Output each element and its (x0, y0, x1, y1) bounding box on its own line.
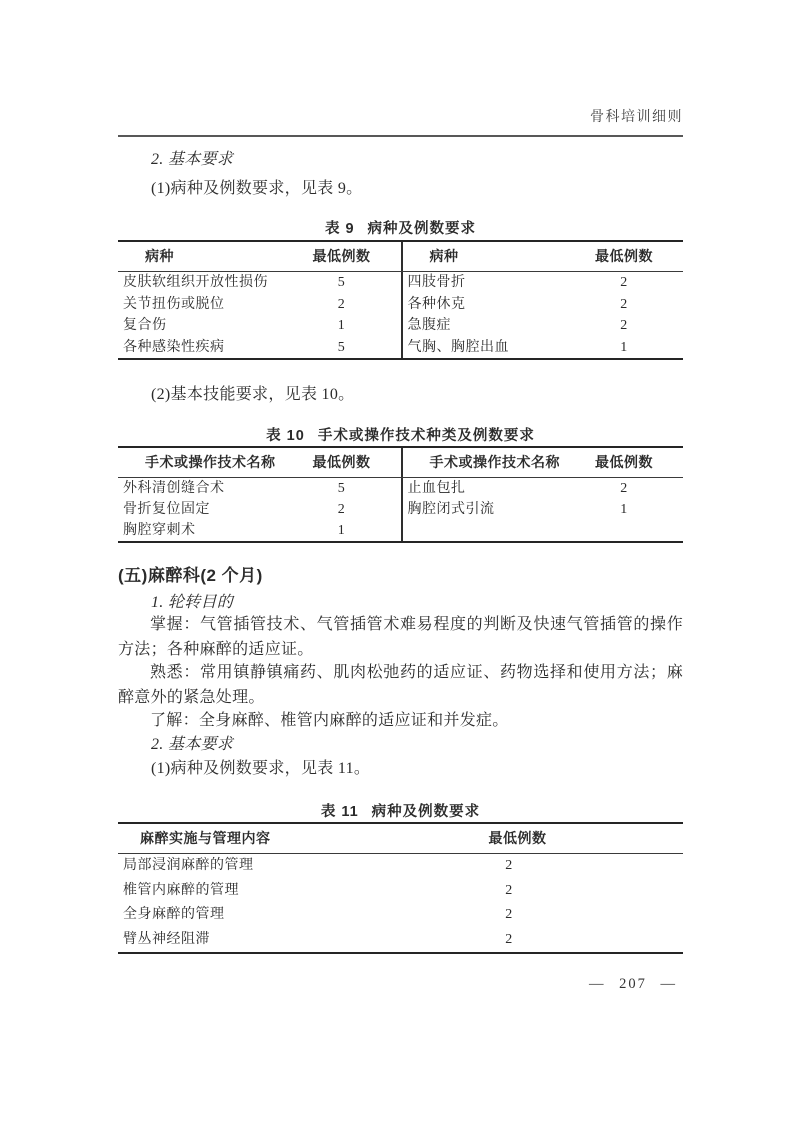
header-rule (118, 135, 683, 137)
table-cell: 急腹症 (407, 318, 451, 333)
table-cell: 2 (337, 502, 346, 517)
table-cell: 1 (620, 502, 628, 517)
para-case-requirement-ref-table11: (1)病种及例数要求，见表 11。 (151, 760, 371, 777)
table-11-header-row (118, 824, 683, 854)
column-header: 最低例数 (488, 830, 547, 846)
para-case-requirement-ref-table9: (1)病种及例数要求，见表 9。 (151, 180, 363, 197)
table-row (118, 478, 683, 499)
table-cell: 1 (337, 523, 346, 538)
table-cell: 关节扭伤或脱位 (123, 296, 225, 312)
table-cell: 全身麻醉的管理 (123, 907, 225, 922)
table-cell: 5 (337, 275, 346, 290)
para-skill-requirement-ref-table10: (2)基本技能要求，见表 10。 (151, 386, 355, 403)
table-cell: 止血包扎 (407, 481, 466, 496)
table11-caption-label: 表 11 (320, 804, 359, 820)
table-cell: 2 (620, 481, 628, 496)
table10-caption-title: 手术或操作技术种类及例数要求 (317, 428, 535, 444)
table-cell: 胸腔闭式引流 (407, 502, 495, 517)
table-cell: 2 (620, 275, 628, 290)
table10-caption (118, 424, 683, 445)
para-master: 掌握：气管插管技术、气管插管术难易程度的判断及快速气管插管的操作方法；各种麻醉的适应证。 (118, 616, 683, 658)
column-header: 病种 (429, 248, 459, 264)
table-cell: 各种感染性疾病 (123, 339, 225, 355)
table-10-header-row (118, 448, 683, 478)
table-row (118, 315, 683, 337)
table-9-header-row (118, 242, 683, 272)
table-cell: 2 (505, 882, 513, 898)
column-header: 最低例数 (312, 248, 371, 264)
table-cell: 骨折复位固定 (123, 502, 210, 517)
table-row (118, 520, 683, 541)
table9-caption-label: 表 9 (324, 221, 355, 237)
table11-caption-title: 病种及例数要求 (371, 804, 481, 820)
section-heading-anesthesiology: (五)麻醉科(2 个月) (118, 566, 263, 585)
column-header: 病种 (145, 248, 174, 264)
table-cell: 2 (337, 296, 346, 312)
table-cell: 外科清创缝合术 (123, 481, 225, 496)
table-cell: 椎管内麻醉的管理 (123, 882, 239, 898)
page-number: — 207 — (589, 976, 677, 992)
column-header: 最低例数 (595, 454, 653, 470)
table-cell: 1 (620, 339, 628, 355)
column-header: 最低例数 (595, 248, 653, 264)
column-header: 手术或操作技术名称 (145, 454, 276, 470)
table-row (118, 294, 683, 316)
table-cell: 复合伤 (123, 318, 167, 333)
table-row (118, 854, 683, 879)
table-row (118, 499, 683, 520)
table-cell: 1 (337, 318, 346, 333)
column-header: 手术或操作技术名称 (429, 454, 560, 470)
table-9 (118, 240, 683, 360)
table-row (118, 337, 683, 359)
table-cell: 胸腔穿刺术 (123, 523, 196, 538)
table-cell: 四肢骨折 (407, 275, 466, 290)
table-cell: 5 (337, 481, 346, 496)
para-rotation-purpose: 1. 轮转目的 (151, 594, 234, 611)
table9-caption-title: 病种及例数要求 (367, 221, 477, 237)
column-header: 最低例数 (312, 454, 371, 470)
table-row (118, 928, 683, 953)
para-basic-requirements-2: 2. 基本要求 (151, 736, 234, 753)
table-row (118, 272, 683, 294)
para-basic-requirements: 2. 基本要求 (151, 151, 234, 168)
running-header-title: 骨科培训细则 (590, 110, 683, 125)
table-cell: 各种休克 (407, 296, 466, 312)
column-header: 麻醉实施与管理内容 (140, 830, 271, 846)
table10-caption-label: 表 10 (266, 428, 305, 444)
table-cell: 5 (337, 339, 346, 355)
para-familiar: 熟悉：常用镇静镇痛药、肌肉松弛药的适应证、药物选择和使用方法；麻醉意外的紧急处理。 (118, 664, 683, 706)
table9-caption (118, 217, 683, 238)
table-11 (118, 822, 683, 954)
table11-caption (118, 800, 683, 821)
table-cell (565, 520, 683, 541)
table-row (118, 903, 683, 928)
table-cell: 臂丛神经阻滞 (123, 931, 210, 947)
table-cell: 皮肤软组织开放性损伤 (123, 275, 268, 290)
table-cell: 2 (620, 318, 628, 333)
table-cell: 2 (620, 296, 628, 312)
table-row (118, 879, 683, 904)
para-know: 了解：全身麻醉、椎管内麻醉的适应证和并发症。 (150, 712, 509, 729)
table-cell: 2 (505, 931, 513, 947)
table-cell: 2 (505, 907, 513, 922)
table-cell (403, 520, 566, 541)
table-cell: 局部浸润麻醉的管理 (123, 858, 254, 873)
table-10 (118, 446, 683, 543)
table-cell: 气胸、胸腔出血 (407, 339, 509, 355)
table-cell: 2 (505, 858, 513, 873)
